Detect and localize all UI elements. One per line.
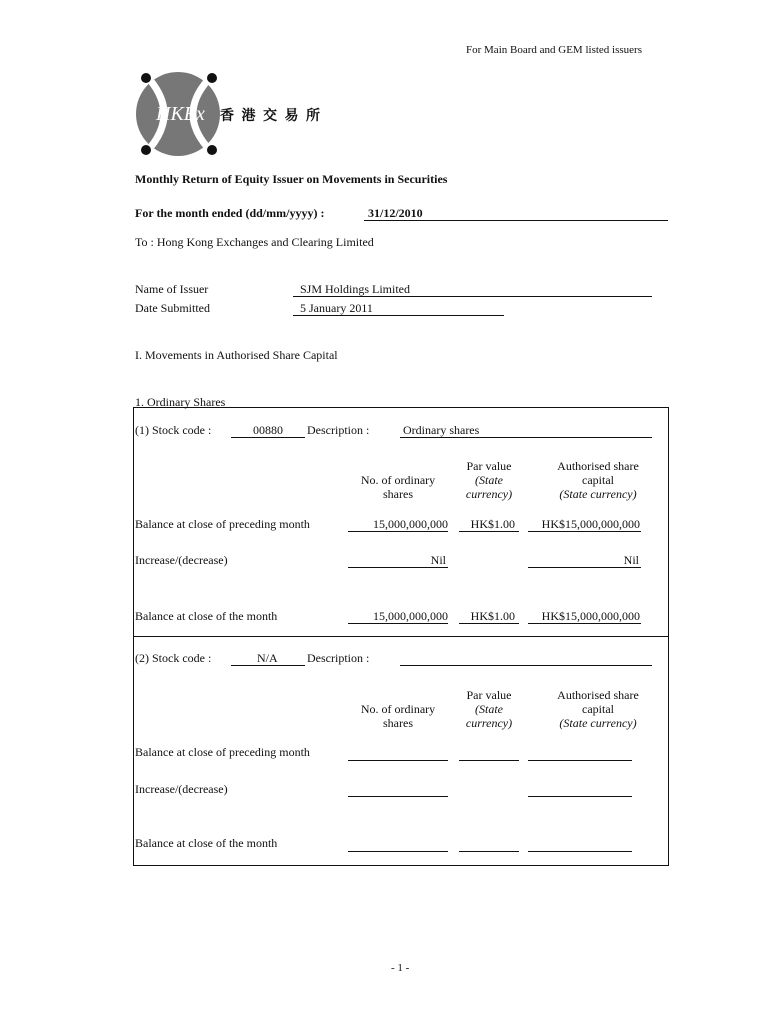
- stock-code-label-1: (1) Stock code :: [135, 423, 212, 437]
- issuer-name-underline: [293, 296, 652, 297]
- stock-code-underline-1: [231, 437, 305, 438]
- row-label-preceding-2: Balance at close of preceding month: [135, 745, 310, 759]
- preceding-shares-blank-2: [348, 760, 448, 761]
- stock-code-label-2: (2) Stock code :: [135, 651, 212, 665]
- preceding-capital-1: HK$15,000,000,000: [541, 517, 640, 531]
- page-title: Monthly Return of Equity Issuer on Movements in Securities: [135, 172, 448, 186]
- logo-text: HKEx: [156, 103, 205, 125]
- change-shares-1: Nil: [430, 553, 446, 567]
- month-ended-label: For the month ended (dd/mm/yyyy) :: [135, 206, 325, 220]
- subsection-title: 1. Ordinary Shares: [135, 395, 226, 409]
- description-value-1: Ordinary shares: [403, 423, 480, 437]
- stock-code-underline-2: [231, 665, 305, 666]
- description-underline-1: [400, 437, 652, 438]
- issuer-name-value: SJM Holdings Limited: [300, 282, 411, 296]
- change-capital-1: Nil: [623, 553, 639, 567]
- issuer-name-label: Name of Issuer: [135, 282, 209, 296]
- close-par-blank-2: [459, 851, 519, 852]
- header-note: For Main Board and GEM listed issuers: [466, 44, 642, 56]
- description-underline-2: [400, 665, 652, 666]
- stock-code-value-1: 00880: [253, 423, 283, 437]
- col-header-par-1: Par value (State currency): [465, 459, 513, 501]
- logo-chinese: 香 港 交 易 所: [220, 109, 322, 124]
- hkex-logo: [128, 70, 228, 158]
- close-shares-1: 15,000,000,000: [373, 609, 448, 623]
- preceding-capital-blank-2: [528, 760, 632, 761]
- section-title: I. Movements in Authorised Share Capital: [135, 348, 338, 362]
- to-line: To : Hong Kong Exchanges and Clearing Limited: [135, 235, 374, 249]
- date-submitted-label: Date Submitted: [135, 301, 210, 315]
- date-submitted-value: 5 January 2011: [300, 301, 373, 315]
- col-header-capital-2: Authorised share capital (State currency): [557, 688, 639, 730]
- box-divider: [133, 636, 668, 637]
- close-shares-blank-2: [348, 851, 448, 852]
- row-label-close-2: Balance at close of the month: [135, 836, 278, 850]
- page-number: - 1 -: [391, 962, 410, 974]
- change-capital-blank-2: [528, 796, 632, 797]
- close-par-1: HK$1.00: [470, 609, 515, 623]
- preceding-par-1: HK$1.00: [470, 517, 515, 531]
- month-ended-underline: [364, 220, 668, 221]
- col-header-shares-2: No. of ordinary shares: [360, 702, 436, 730]
- description-label-1: Description :: [307, 423, 370, 437]
- stock-code-value-2: N/A: [257, 651, 278, 665]
- row-label-change-1: Increase/(decrease): [135, 553, 228, 567]
- close-capital-blank-2: [528, 851, 632, 852]
- change-shares-blank-2: [348, 796, 448, 797]
- preceding-par-blank-2: [459, 760, 519, 761]
- preceding-shares-1: 15,000,000,000: [373, 517, 448, 531]
- date-submitted-underline: [293, 315, 504, 316]
- col-header-par-2: Par value (State currency): [465, 688, 513, 730]
- col-header-capital-1: Authorised share capital (State currency): [557, 459, 639, 501]
- row-label-preceding-1: Balance at close of preceding month: [135, 517, 310, 531]
- description-label-2: Description :: [307, 651, 370, 665]
- month-ended-value: 31/12/2010: [368, 206, 423, 220]
- row-label-change-2: Increase/(decrease): [135, 782, 228, 796]
- close-capital-1: HK$15,000,000,000: [541, 609, 640, 623]
- col-header-shares-1: No. of ordinary shares: [360, 473, 436, 501]
- row-label-close-1: Balance at close of the month: [135, 609, 278, 623]
